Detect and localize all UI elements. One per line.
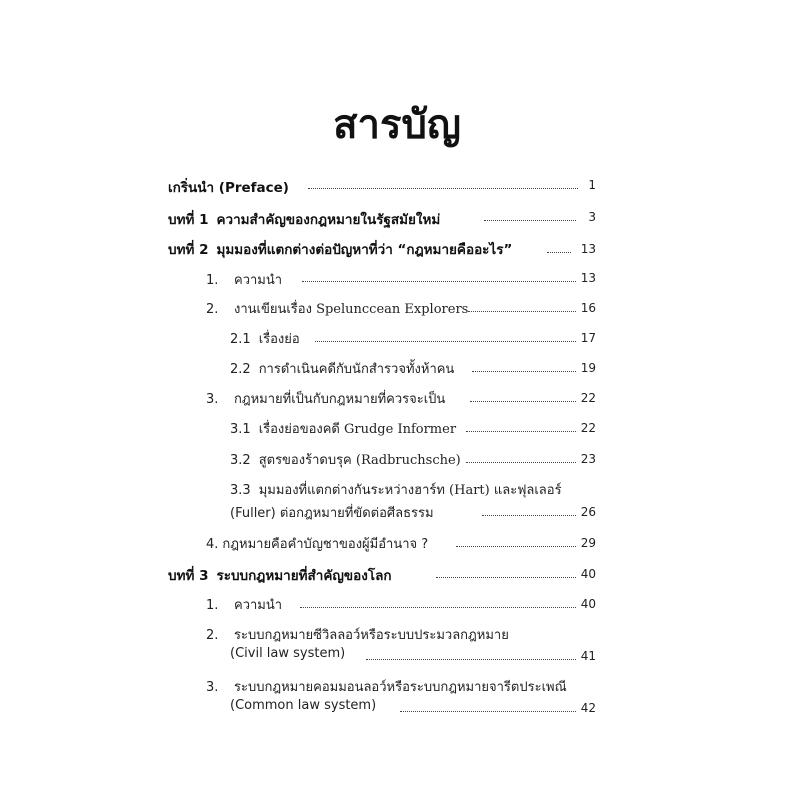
toc-page: 3 (588, 210, 596, 224)
toc-page: 13 (580, 242, 596, 256)
leader-dots (315, 331, 576, 342)
toc-label (168, 208, 440, 230)
section-title: ระบบกฎหมายคอมมอนลอว์หรือระบบกฎหมายจารีตประเพณี (234, 680, 567, 695)
toc-page: 22 (580, 391, 596, 405)
toc-entry-3-2[interactable] (0, 624, 794, 668)
toc-page: 17 (580, 331, 596, 345)
toc-label (206, 594, 282, 615)
toc-label (206, 269, 282, 290)
toc-page: 40 (580, 597, 596, 611)
toc-label-continued: (Common law system) (230, 698, 377, 713)
toc-entry-2-3-3[interactable] (0, 479, 794, 523)
leader-dots (400, 701, 576, 712)
chapter-number: บทที่ 1 (168, 212, 209, 228)
toc-page: 41 (580, 649, 596, 663)
toc-entry-2-4[interactable] (0, 533, 794, 557)
section-number: 4. (206, 537, 219, 552)
toc-page: 1 (588, 178, 596, 192)
subsection-title: การดำเนินคดีกับนักสำรวจทั้งห้าคน (258, 362, 455, 377)
toc-label (230, 358, 454, 379)
toc-label (168, 238, 512, 260)
toc-label (230, 479, 562, 500)
toc-entry-2-2-1[interactable] (0, 328, 794, 352)
section-title: งานเขียนเรื่อง Spelunccean Explorers (234, 302, 469, 317)
toc-page: 26 (580, 505, 596, 519)
toc-entry-2-3-2[interactable] (0, 449, 794, 473)
toc-page: 29 (580, 536, 596, 550)
section-title: ความนำ (234, 598, 283, 613)
toc-label (230, 449, 461, 470)
toc-entry-chapter-2[interactable] (0, 238, 794, 262)
toc-label (206, 624, 509, 645)
toc-label (168, 564, 392, 586)
leader-dots (436, 567, 576, 578)
section-title: กฎหมายที่เป็นกับกฎหมายที่ควรจะเป็น (234, 392, 446, 407)
subsection-title: เรื่องย่อของคดี Grudge Informer (258, 422, 457, 437)
toc-page: 19 (580, 361, 596, 375)
page-title: สารบัญ (333, 101, 461, 148)
toc-entry-2-1[interactable] (0, 269, 794, 293)
chapter-title: ระบบกฎหมายที่สำคัญของโลก (216, 568, 392, 584)
toc-label: เกริ่นนำ (Preface) (168, 180, 289, 196)
leader-dots (302, 271, 576, 282)
toc-entry-preface[interactable] (0, 176, 794, 200)
section-number: 2. (206, 302, 219, 317)
subsection-number: 2.2 (230, 362, 251, 377)
subsection-number: 3.2 (230, 453, 251, 468)
toc-page: 13 (580, 271, 596, 285)
toc-entry-3-3[interactable] (0, 676, 794, 720)
leader-dots (300, 597, 576, 608)
toc-label (206, 388, 445, 409)
toc-entry-2-3[interactable] (0, 388, 794, 412)
section-title: ระบบกฎหมายซีวิลลอว์หรือระบบประมวลกฎหมาย (234, 628, 509, 643)
toc-entry-2-3-1[interactable] (0, 418, 794, 442)
toc-page: 23 (580, 452, 596, 466)
toc-page: 22 (580, 421, 596, 435)
section-title: กฎหมายคือคำบัญชาของผู้มีอำนาจ ? (222, 537, 429, 552)
chapter-number: บทที่ 2 (168, 242, 209, 258)
section-title: ความนำ (234, 273, 283, 288)
toc-label (230, 418, 456, 439)
subsection-number: 3.3 (230, 483, 251, 498)
toc-label (230, 328, 300, 349)
subsection-number: 2.1 (230, 332, 251, 347)
toc-label-continued: (Fuller) ต่อกฎหมายที่ขัดต่อศีลธรรม (230, 506, 434, 521)
toc-page: 42 (580, 701, 596, 715)
subsection-title: มุมมองที่แตกต่างกันระหว่างฮาร์ท (Hart) และฟุลเลอร์ (258, 483, 562, 498)
leader-dots (308, 178, 578, 189)
toc-label (206, 676, 567, 697)
subsection-title: สูตรของร้าดบรุค (Radbruchsche) (258, 453, 461, 468)
toc-entry-3-1[interactable] (0, 594, 794, 618)
chapter-title: ความสำคัญของกฎหมายในรัฐสมัยใหม่ (216, 212, 441, 228)
toc-entry-chapter-3[interactable] (0, 564, 794, 588)
section-number: 1. (206, 598, 219, 613)
chapter-number: บทที่ 3 (168, 568, 209, 584)
toc-entry-2-2[interactable] (0, 298, 794, 322)
toc-entry-2-2-2[interactable] (0, 358, 794, 382)
section-number: 2. (206, 628, 219, 643)
toc-label (206, 298, 468, 319)
leader-dots (366, 649, 576, 660)
section-number: 3. (206, 680, 219, 695)
toc-label-continued: (Civil law system) (230, 646, 346, 661)
section-number: 1. (206, 273, 219, 288)
subsection-number: 3.1 (230, 422, 251, 437)
toc-label (206, 533, 428, 554)
section-number: 3. (206, 392, 219, 407)
toc-page: 40 (580, 567, 596, 581)
subsection-title: เรื่องย่อ (258, 332, 300, 347)
toc-page: 16 (580, 301, 596, 315)
toc-entry-chapter-1[interactable] (0, 208, 794, 232)
chapter-title: มุมมองที่แตกต่างต่อปัญหาที่ว่า “กฎหมายคืออะไร” (216, 242, 513, 258)
